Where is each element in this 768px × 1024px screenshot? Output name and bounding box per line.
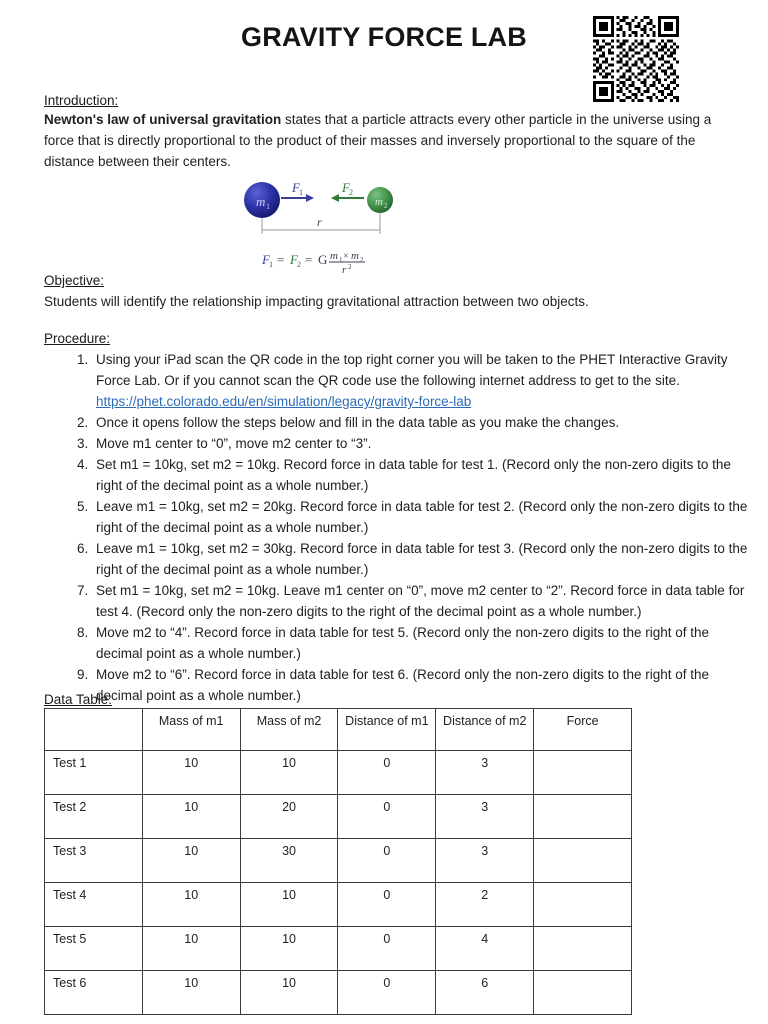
row-label-test-4: Test 4	[45, 883, 143, 927]
qr-code[interactable]	[592, 16, 680, 102]
row-label-test-2: Test 2	[45, 795, 143, 839]
table-header-row	[45, 709, 632, 751]
cell-test-3-mass-m1: 10	[142, 839, 240, 883]
cell-test-4-distance-m1: 0	[338, 883, 436, 927]
data-table	[44, 708, 632, 1015]
svg-text:=: =	[277, 252, 285, 267]
cell-test-1-distance-m2: 3	[436, 751, 534, 795]
procedure-step-8: 8. Move m2 to “4”. Record force in data table for test 5. (Record only the non-zero digits to the right of the decimal point as a whole number.)	[92, 622, 758, 664]
procedure-step-7: 7. Set m1 = 10kg, set m2 = 10kg. Leave m1 center on “0”, move m2 center to “2”. Record force in data table for test 4. (Record only the non-zero digits to the right of the decimal point as a whole number.)	[92, 580, 758, 622]
procedure-step-4: 4. Set m1 = 10kg, set m2 = 10kg. Record force in data table for test 1. (Record only the non-zero digits to the right of the decimal point as a whole number.)	[92, 454, 758, 496]
procedure-step-6: 6. Leave m1 = 10kg, set m2 = 30kg. Record force in data table for test 3. (Record only the non-zero digits to the right of the decimal point as a whole number.)	[92, 538, 758, 580]
procedure-step-1	[92, 349, 758, 412]
svg-text:×: ×	[343, 251, 349, 262]
row-label-test-6: Test 6	[45, 971, 143, 1015]
cell-test-6-force[interactable]	[534, 971, 632, 1015]
svg-text:m: m	[375, 196, 383, 208]
cell-test-6-mass-m1: 10	[142, 971, 240, 1015]
cell-test-5-mass-m1: 10	[142, 927, 240, 971]
cell-test-3-force[interactable]	[534, 839, 632, 883]
cell-test-1-distance-m1: 0	[338, 751, 436, 795]
cell-test-5-force[interactable]	[534, 927, 632, 971]
cell-test-2-distance-m1: 0	[338, 795, 436, 839]
introduction-body-text: states that a particle attracts every other particle in the universe using a force that is directly proportional to the product of their masses and inversely proportional to the square of the distance between their centers.	[44, 112, 712, 169]
cell-test-5-mass-m2: 10	[240, 927, 338, 971]
svg-text:1: 1	[339, 256, 343, 264]
table-row	[45, 795, 632, 839]
procedure-step-9: 9. Move m2 to “6”. Record force in data table for test 6. (Record only the non-zero digits to the right of the decimal point as a whole number.)	[92, 664, 758, 706]
cell-test-1-force[interactable]	[534, 751, 632, 795]
cell-test-4-force[interactable]	[534, 883, 632, 927]
svg-text:G: G	[318, 252, 328, 267]
cell-test-1-mass-m2: 10	[240, 751, 338, 795]
svg-text:2: 2	[360, 256, 364, 264]
svg-text:1: 1	[266, 202, 270, 211]
cell-test-6-distance-m2: 6	[436, 971, 534, 1015]
svg-text:r: r	[342, 264, 347, 276]
svg-text:F: F	[290, 252, 298, 267]
procedure-step-2: 2. Once it opens follow the steps below and fill in the data table as you make the changes.	[92, 412, 758, 433]
cell-test-2-distance-m2: 3	[436, 795, 534, 839]
row-label-test-1: Test 1	[45, 751, 143, 795]
table-row	[45, 839, 632, 883]
table-row	[45, 971, 632, 1015]
svg-text:m: m	[256, 194, 266, 209]
introduction-heading: Introduction:	[44, 93, 119, 108]
column-header-mass-m1: Mass of m1	[142, 709, 240, 751]
svg-text:2: 2	[349, 188, 353, 197]
svg-text:F: F	[262, 252, 270, 267]
svg-text:2: 2	[384, 202, 388, 210]
cell-test-4-distance-m2: 2	[436, 883, 534, 927]
row-label-test-3: Test 3	[45, 839, 143, 883]
data-table-heading: Data Table:	[44, 692, 113, 707]
column-header-distance-m2: Distance of m2	[436, 709, 534, 751]
column-header-force: Force	[534, 709, 632, 751]
cell-test-6-distance-m1: 0	[338, 971, 436, 1015]
objective-paragraph: Students will identify the relationship impacting gravitational attraction between two objects.	[44, 294, 589, 309]
svg-text:=: =	[305, 252, 313, 267]
cell-test-2-mass-m2: 20	[240, 795, 338, 839]
column-header-blank	[45, 709, 143, 751]
svg-text:F: F	[342, 180, 350, 195]
procedure-step-1-text-before-link: Using your iPad scan the QR code in the top right corner you will be taken to the PHET Interactive Gravity Force Lab. Or if you cannot scan the QR code use the following internet address to get to the site.	[96, 352, 728, 388]
svg-text:2: 2	[348, 263, 352, 271]
cell-test-3-distance-m2: 3	[436, 839, 534, 883]
table-row	[45, 927, 632, 971]
column-header-mass-m2: Mass of m2	[240, 709, 338, 751]
objective-heading: Objective:	[44, 273, 105, 288]
svg-text:F: F	[292, 180, 300, 195]
svg-text:m: m	[330, 250, 338, 262]
svg-text:1: 1	[299, 188, 303, 197]
introduction-bold-lead: Newton's law of universal gravitation	[44, 112, 282, 127]
procedure-heading: Procedure:	[44, 331, 111, 346]
table-row	[45, 883, 632, 927]
table-row	[45, 751, 632, 795]
procedure-step-5: 5. Leave m1 = 10kg, set m2 = 20kg. Record force in data table for test 2. (Record only the non-zero digits to the right of the decimal point as a whole number.)	[92, 496, 758, 538]
column-header-distance-m1: Distance of m1	[338, 709, 436, 751]
svg-text:m: m	[351, 250, 359, 262]
svg-text:2: 2	[297, 260, 301, 269]
procedure-list	[70, 349, 758, 706]
phet-simulation-link[interactable]: https://phet.colorado.edu/en/simulation/legacy/gravity-force-lab	[96, 394, 472, 409]
cell-test-5-distance-m1: 0	[338, 927, 436, 971]
cell-test-2-mass-m1: 10	[142, 795, 240, 839]
cell-test-6-mass-m2: 10	[240, 971, 338, 1015]
svg-text:1: 1	[269, 260, 273, 269]
cell-test-2-force[interactable]	[534, 795, 632, 839]
cell-test-3-mass-m2: 30	[240, 839, 338, 883]
procedure-step-3: 3. Move m1 center to “0”, move m2 center to “3”.	[92, 433, 758, 454]
row-label-test-5: Test 5	[45, 927, 143, 971]
cell-test-4-mass-m2: 10	[240, 883, 338, 927]
cell-test-5-distance-m2: 4	[436, 927, 534, 971]
cell-test-1-mass-m1: 10	[142, 751, 240, 795]
svg-text:r: r	[317, 215, 322, 229]
gravitation-diagram	[232, 172, 412, 276]
introduction-paragraph	[44, 109, 741, 172]
page-title: GRAVITY FORCE LAB	[241, 22, 527, 52]
cell-test-3-distance-m1: 0	[338, 839, 436, 883]
cell-test-4-mass-m1: 10	[142, 883, 240, 927]
